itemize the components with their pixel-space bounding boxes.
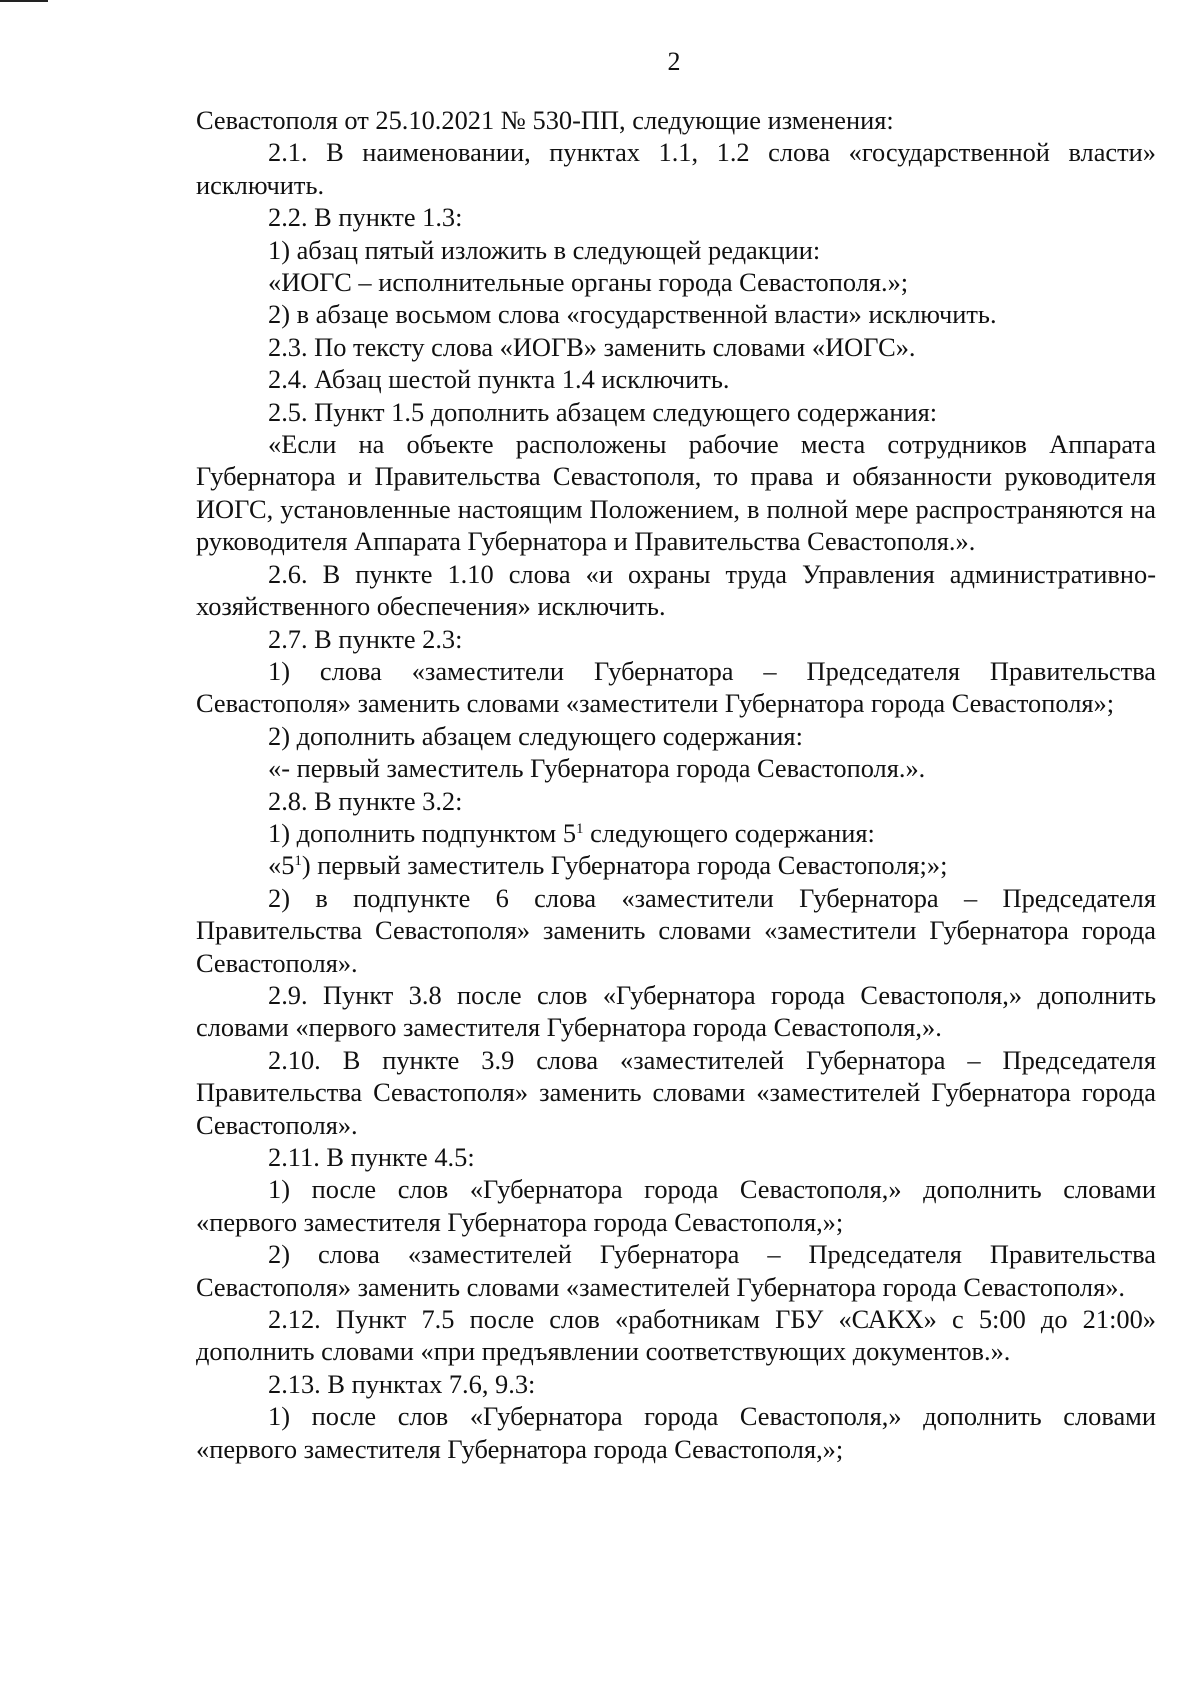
paragraph-text: 2.2. В пункте 1.3:	[268, 202, 463, 233]
document-paragraph	[196, 655, 1156, 720]
paragraph-text: 2.7. В пункте 2.3:	[268, 623, 463, 654]
document-paragraph	[196, 1141, 1156, 1173]
document-body	[196, 104, 1156, 1465]
paragraph-text: 2.5. Пункт 1.5 дополнить абзацем следующего содержания:	[268, 396, 938, 427]
document-paragraph	[196, 201, 1156, 233]
document-paragraph	[196, 752, 1156, 784]
paragraph-text: 2) в абзаце восьмом слова «государственной власти» исключить.	[268, 299, 997, 330]
document-paragraph	[196, 331, 1156, 363]
document-paragraph	[196, 234, 1156, 266]
paragraph-text: «- первый заместитель Губернатора города Севастополя.».	[268, 753, 926, 784]
paragraph-text: 1) абзац пятый изложить в следующей редакции:	[268, 234, 821, 265]
document-paragraph	[196, 298, 1156, 330]
paragraph-text: 2) в подпункте 6 слова «заместители Губернатора – Председателя Правительства Севастополя» заменить словами «заместители Губернатора города Севастополя».	[196, 882, 1156, 978]
document-paragraph	[196, 623, 1156, 655]
document-paragraph	[196, 428, 1156, 558]
document-paragraph	[196, 882, 1156, 979]
paragraph-text: 2.4. Абзац шестой пункта 1.4 исключить.	[268, 364, 730, 395]
document-paragraph	[196, 1303, 1156, 1368]
paragraph-text: 1) после слов «Губернатора города Севастополя,» дополнить словами «первого заместителя Губернатора города Севастополя,»;	[196, 1401, 1156, 1464]
document-paragraph	[196, 1173, 1156, 1238]
paragraph-text: Севастополя от 25.10.2021 № 530-ПП, следующие изменения:	[196, 105, 894, 135]
superscript-index: 1	[576, 820, 584, 837]
paragraph-text: «ИОГС – исполнительные органы города Севастополя.»;	[268, 267, 909, 298]
paragraph-text-continued: следующего содержания:	[583, 817, 875, 848]
paragraph-text: 2.10. В пункте 3.9 слова «заместителей Губернатора – Председателя Правительства Севастополя» заменить словами «заместителей Губернатора города Севастополя».	[196, 1044, 1156, 1140]
document-paragraph	[196, 1400, 1156, 1465]
paragraph-text: 1) слова «заместители Губернатора – Председателя Правительства Севастополя» заменить словами «заместители Губернатора города Севастополя»;	[196, 655, 1156, 719]
page-number: 2	[667, 47, 681, 76]
paragraph-text-continued: ) первый заместитель Губернатора города Севастополя;»;	[301, 850, 948, 881]
scan-edge-mark	[0, 0, 48, 2]
document-paragraph	[196, 558, 1156, 623]
document-paragraph	[196, 363, 1156, 395]
document-paragraph	[196, 1238, 1156, 1303]
paragraph-text: «Если на объекте расположены рабочие места сотрудников Аппарата Губернатора и Правительства Севастополя, то права и обязанности руководителя ИОГС, установленные настоящим Положением, в полной мере распространяются на руководителя Аппарата Губернатора и Правительства Севастополя.».	[196, 429, 1156, 557]
document-paragraph	[196, 785, 1156, 817]
paragraph-text: 2.3. По тексту слова «ИОГВ» заменить словами «ИОГС».	[268, 331, 916, 362]
document-paragraph	[196, 817, 1156, 849]
document-paragraph	[196, 979, 1156, 1044]
paragraph-text: 2) дополнить абзацем следующего содержания:	[268, 720, 803, 751]
document-paragraph	[196, 720, 1156, 752]
paragraph-text: 2.11. В пункте 4.5:	[268, 1142, 475, 1172]
document-paragraph	[196, 104, 1156, 136]
document-paragraph	[196, 136, 1156, 201]
document-paragraph	[196, 1044, 1156, 1141]
paragraph-text: 2.9. Пункт 3.8 после слов «Губернатора города Севастополя,» дополнить словами «первого заместителя Губернатора города Севастополя,».	[196, 979, 1156, 1043]
document-paragraph	[196, 266, 1156, 298]
paragraph-text: 1) дополнить подпунктом 5	[268, 817, 577, 848]
paragraph-text: 2.1. В наименовании, пунктах 1.1, 1.2 слова «государственной власти» исключить.	[196, 137, 1156, 200]
document-paragraph	[196, 1368, 1156, 1400]
document-paragraph	[196, 396, 1156, 428]
superscript-index: 1	[294, 853, 302, 870]
paragraph-text: 2) слова «заместителей Губернатора – Председателя Правительства Севастополя» заменить словами «заместителей Губернатора города Севастополя».	[196, 1239, 1156, 1302]
document-paragraph	[196, 849, 1156, 881]
paragraph-text: 2.8. В пункте 3.2:	[268, 785, 463, 816]
paragraph-text: 1) после слов «Губернатора города Севастополя,» дополнить словами «первого заместителя Губернатора города Севастополя,»;	[196, 1174, 1156, 1237]
paragraph-text: «5	[268, 850, 295, 881]
paragraph-text: 2.12. Пункт 7.5 после слов «работникам ГБУ «САКХ» с 5:00 до 21:00» дополнить словами «при предъявлении соответствующих документов.».	[196, 1304, 1156, 1367]
paragraph-text: 2.6. В пункте 1.10 слова «и охраны труда Управления административно-хозяйственного обеспечения» исключить.	[196, 558, 1156, 622]
paragraph-text: 2.13. В пунктах 7.6, 9.3:	[268, 1368, 536, 1399]
